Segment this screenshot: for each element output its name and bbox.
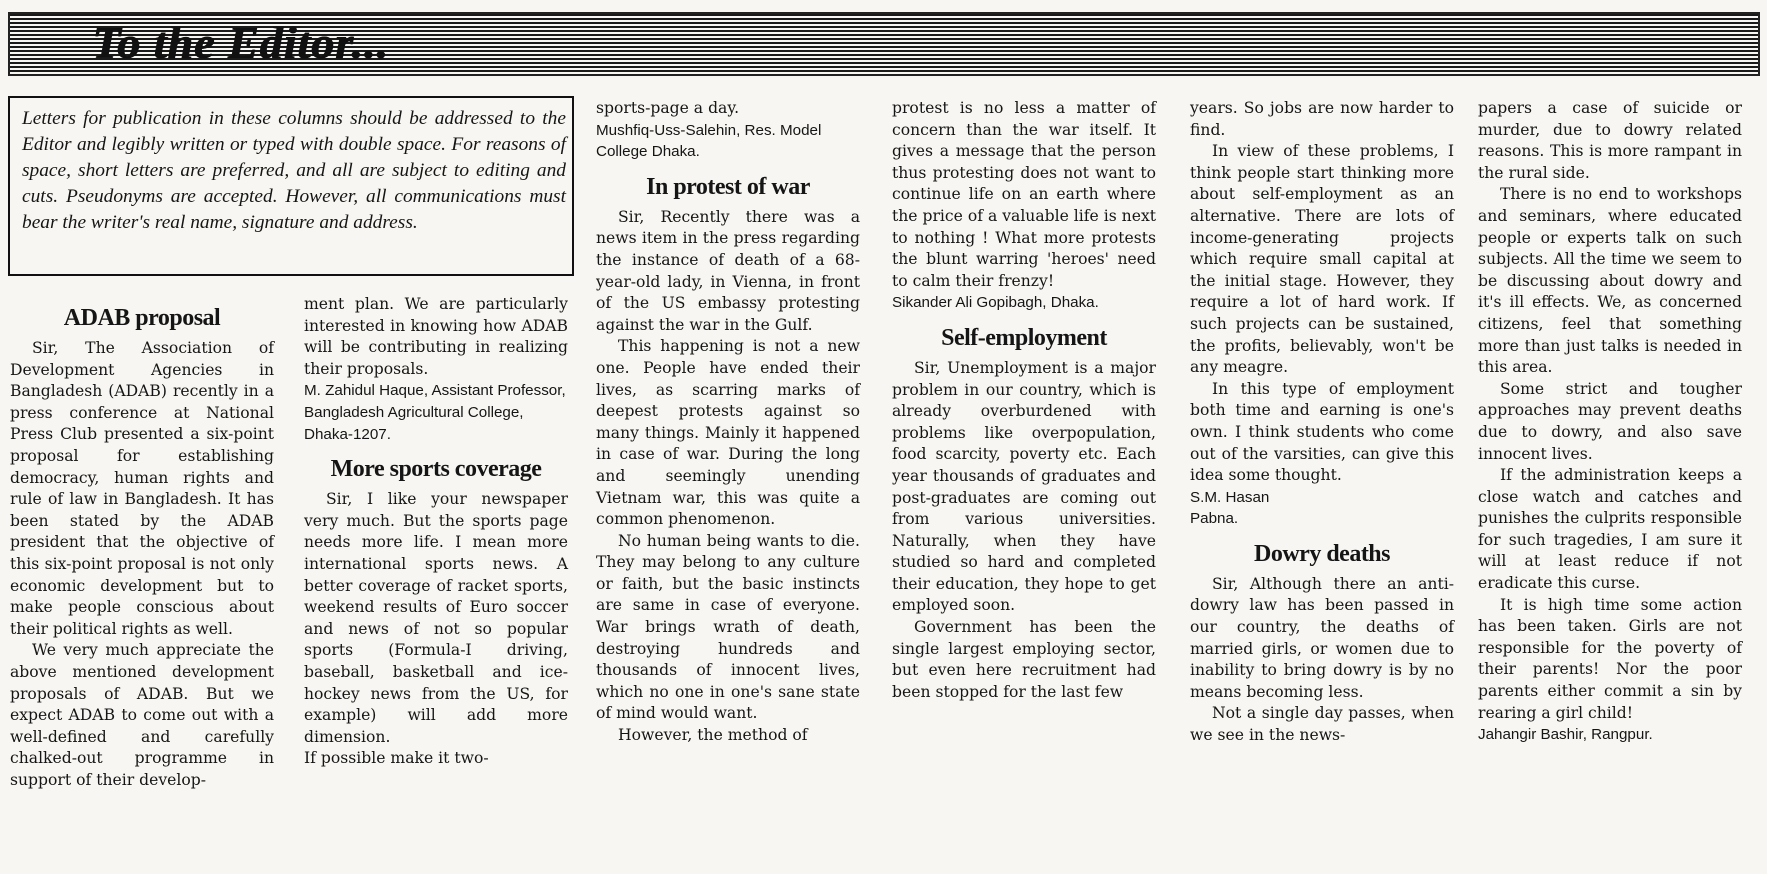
- letter-paragraph: Sir, Recently there was a news item in the press regarding the instance of death of a 68-year-old lady, in Vienna, in front of the US embassy protesting against the war in the Gulf.: [596, 207, 860, 334]
- letter-signature-name: S.M. Hasan: [1190, 488, 1270, 506]
- letter-paragraph: Sir, I like your newspaper very much. But the sports page needs more life. I mean more international sports news. A better coverage of racket sports, weekend results of Euro soccer and news of not so popular sports (Formula-I driving, baseball, basketball and ice-hockey news from the US, for example) will add more dimension.: [304, 490, 568, 746]
- letter-signature: Mushfiq-Uss-Salehin, Res. Model College Dhaka.: [596, 121, 822, 161]
- column-1: [10, 294, 274, 791]
- letter-paragraph-continued: sports-page a day.: [596, 99, 740, 117]
- letter-paragraph: In this type of employment both time and earning is one's own. I think students who come out of the varsities, can give this idea some thought.: [1190, 379, 1454, 485]
- letter-signature: M. Zahidul Haque, Assistant Professor, Bangladesh Agricultural College, Dhaka-1207.: [304, 382, 566, 443]
- letter-paragraph: It is high time some action has been taken. Girls are not responsible for the poverty of their parents! Nor the poor parents either commit a sin by rearing a girl child!: [1478, 595, 1742, 722]
- letter-paragraph: If the administration keeps a close watch and catches and punishes the culprits responsible for such tragedies, I am sure it will at least reduce if not eradicate this curse.: [1478, 466, 1742, 593]
- letter-paragraph-continued: protest is no less a matter of concern than the war itself. It gives a message that the person thus protesting does not want to continue life on an earth where the price of a valuable life is next to nothing ! What more protests the blunt warring 'heroes' need to calm their frenzy!: [892, 99, 1157, 290]
- letter-signature-place: Pabna.: [1190, 510, 1239, 528]
- letter-paragraph: If possible make it two-: [304, 749, 489, 768]
- headline-adab-proposal: ADAB proposal: [63, 305, 221, 331]
- column-2: [304, 294, 568, 770]
- column-6: [1478, 98, 1742, 746]
- letter-signature: Sikander Ali Gopibagh, Dhaka.: [892, 294, 1099, 312]
- letter-paragraph: Sir, The Association of Development Agencies in Bangladesh (ADAB) recently in a press conference at National Press Club presented a six-point proposal for establishing democracy, human rights and rule of law in Bangladesh. It has been stated by the ADAB president that the objective of this six-point proposal is not only economic development but to make people conscious about their political rights as well.: [10, 339, 274, 638]
- section-banner: [8, 12, 1760, 76]
- headline-dowry-deaths: Dowry deaths: [1254, 540, 1390, 567]
- letter-paragraph: Sir, Although there an anti-dowry law has been passed in our country, the deaths of married girls, or women due to inability to bring dowry is by no means becoming less.: [1190, 574, 1454, 701]
- letter-paragraph: Government has been the single largest employing sector, but even here recruitment had been stopped for the last few: [892, 618, 1156, 701]
- letter-paragraph: Some strict and tougher approaches may prevent deaths due to dowry, and also save innocent lives.: [1478, 379, 1742, 463]
- editorial-notice-box: Letters for publication in these columns should be addressed to the Editor and legibly written or typed with double space. For reasons of space, short letters are preferred, and all are subject to editing and cuts. Pseudonyms are accepted. However, all communications must bear the writer's real name, signature and address.: [8, 96, 574, 276]
- letter-paragraph-continued: papers a case of suicide or murder, due to dowry related reasons. This is more rampant in the rural side.: [1478, 99, 1742, 182]
- headline-more-sports-coverage: More sports coverage: [330, 456, 542, 483]
- section-title: To the Editor...: [92, 17, 389, 68]
- letter-paragraph: In view of these problems, I think people start thinking more about self-employment as an alternative. There are lots of income-generating projects which require small capital at the initial stage. However, they require a lot of hard work. If such projects can be sustained, the profits, believably, won't be any meagre.: [1190, 142, 1454, 377]
- letter-paragraph: However, the method of: [618, 726, 808, 745]
- letter-signature: Jahangir Bashir, Rangpur.: [1478, 726, 1653, 744]
- column-3: [596, 98, 860, 747]
- letter-paragraph-continued: years. So jobs are now harder to find.: [1190, 99, 1454, 139]
- column-4: [892, 98, 1156, 703]
- headline-self-employment: Self-employment: [941, 324, 1107, 351]
- letter-paragraph: We very much appreciate the above mentioned development proposals of ADAB. But we expect ADAB to come out with a well-defined and carefully chalked-out programme in support of their develop-: [10, 641, 274, 789]
- letter-paragraph: Sir, Unemployment is a major problem in our country, which is already overburdened with problems like overpopulation, food scarcity, poverty etc. Each year thousands of graduates and post-graduates are coming out from various universities. Naturally, when they have studied so hard and completed their education, they hope to get employed soon.: [892, 358, 1156, 615]
- letter-paragraph: This happening is not a new one. People have ended their lives, as scarring marks of deepest protests against so many things. Mainly it happened in case of war. During the long and seemingly unending Vietnam war, this was quite a common phenomenon.: [596, 337, 860, 529]
- letter-paragraph: No human being wants to die. They may belong to any culture or faith, but the basic instincts are same in case of everyone. War brings wrath of death, destroying hundreds and thousands of innocent lives, which no one in one's sane state of mind would want.: [596, 531, 860, 723]
- letter-paragraph-continued: ment plan. We are particularly interested in knowing how ADAB will be contributing in realizing their proposals.: [304, 295, 568, 378]
- letter-paragraph: Not a single day passes, when we see in the news-: [1190, 704, 1454, 745]
- column-5: [1190, 98, 1454, 747]
- headline-in-protest-of-war: In protest of war: [646, 173, 810, 200]
- letter-paragraph: There is no end to workshops and seminars, where educated people or experts talk on such subjects. All the time we seem to be discussing about dowry and it's ill effects. We, as concerned citizens, feel that something more than just talks is needed in this area.: [1478, 185, 1742, 377]
